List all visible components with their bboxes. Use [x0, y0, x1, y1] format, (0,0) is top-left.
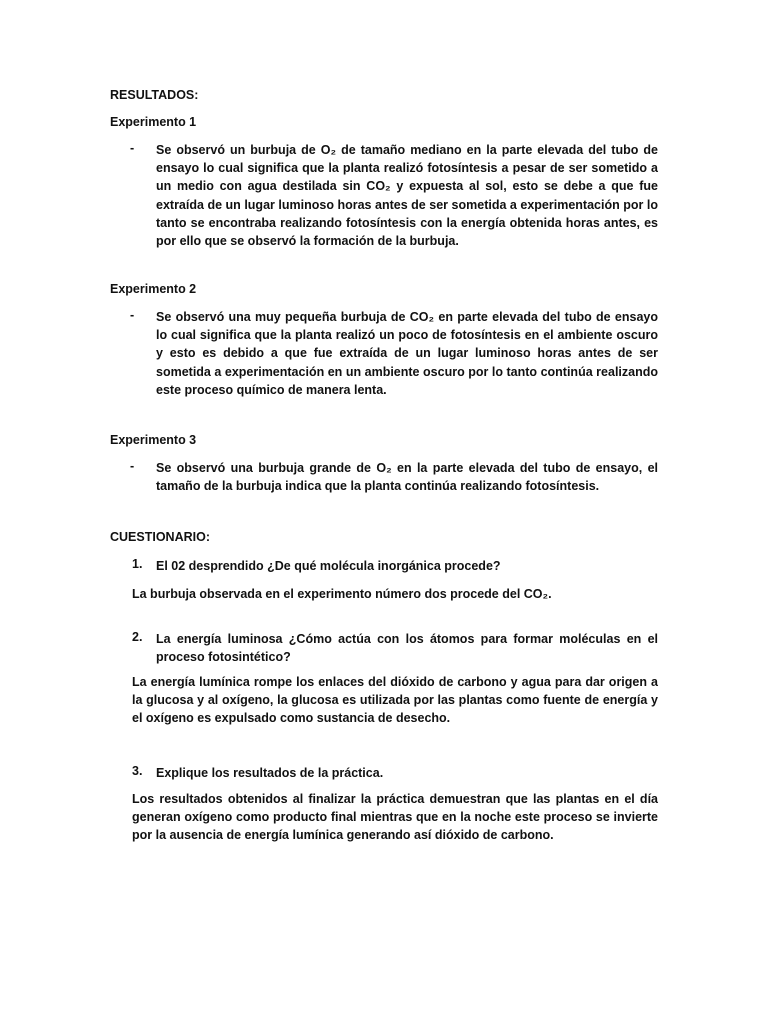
- answer-3: Los resultados obtenidos al finalizar la práctica demuestran que las plantas en el día generan oxígeno como producto final mientras que en la noche este proceso se invierte por la ausencia de energía lumínica generando así dióxido de carbono.: [132, 792, 658, 843]
- experiment-2-item: [130, 308, 658, 399]
- question-number: 2.: [132, 630, 143, 644]
- experiment-1-text: Se observó un burbuja de O₂ de tamaño mediano en la parte elevada del tubo de ensayo lo cual significa que la planta realizó fotosíntesis a pesar de ser sometido a un medio con agua destilada sin CO₂ y expuesta al sol, esto se debe a que fue extraída de un lugar luminoso horas antes de ser sometida a experimentación por lo tanto se encontraba realizando fotosíntesis con la energía obtenida horas antes, es por ello que se observó la formación de la burbuja.: [156, 143, 658, 249]
- experiment-3-title: Experimento 3: [110, 433, 197, 447]
- question-text: La energía luminosa ¿Cómo actúa con los átomos para formar moléculas en el proceso fotosintético?: [156, 632, 658, 665]
- experiment-1-title: Experimento 1: [110, 115, 197, 129]
- question-number: 1.: [132, 557, 143, 571]
- experiment-2-text: Se observó una muy pequeña burbuja de CO₂ en parte elevada del tubo de ensayo lo cual significa que la planta realizó un poco de fotosíntesis en el ambiente oscuro y esto es debido a que fue extraída de un lugar luminoso horas antes de ser sometida a experimentación en un ambiente oscuro por lo tanto continúa realizando este proceso químico de manera lenta.: [156, 310, 658, 397]
- bullet-dash: -: [130, 459, 135, 473]
- question-text: Explique los resultados de la práctica.: [156, 766, 384, 780]
- question-1: [130, 557, 658, 575]
- answer-2: La energía lumínica rompe los enlaces del dióxido de carbono y agua para dar origen a la glucosa y al oxígeno, la glucosa es utilizada por las plantas como fuente de energía y el oxígeno es expulsado como sustancia de desecho.: [132, 675, 658, 726]
- question-3: [130, 764, 658, 782]
- answer-1: La burbuja observada en el experimento número dos procede del CO₂.: [132, 587, 552, 601]
- bullet-dash: -: [130, 308, 135, 322]
- cuestionario-heading: CUESTIONARIO:: [110, 530, 210, 544]
- question-text: El 02 desprendido ¿De qué molécula inorgánica procede?: [156, 559, 501, 573]
- question-number: 3.: [132, 764, 143, 778]
- experiment-3-text: Se observó una burbuja grande de O₂ en la parte elevada del tubo de ensayo, el tamaño de la burbuja indica que la planta continúa realizando fotosíntesis.: [156, 461, 658, 494]
- question-2: [130, 630, 658, 666]
- experiment-2-title: Experimento 2: [110, 282, 197, 296]
- experiment-3-item: [130, 459, 658, 495]
- bullet-dash: -: [130, 141, 135, 155]
- experiment-1-item: [130, 141, 658, 250]
- resultados-heading: RESULTADOS:: [110, 88, 199, 102]
